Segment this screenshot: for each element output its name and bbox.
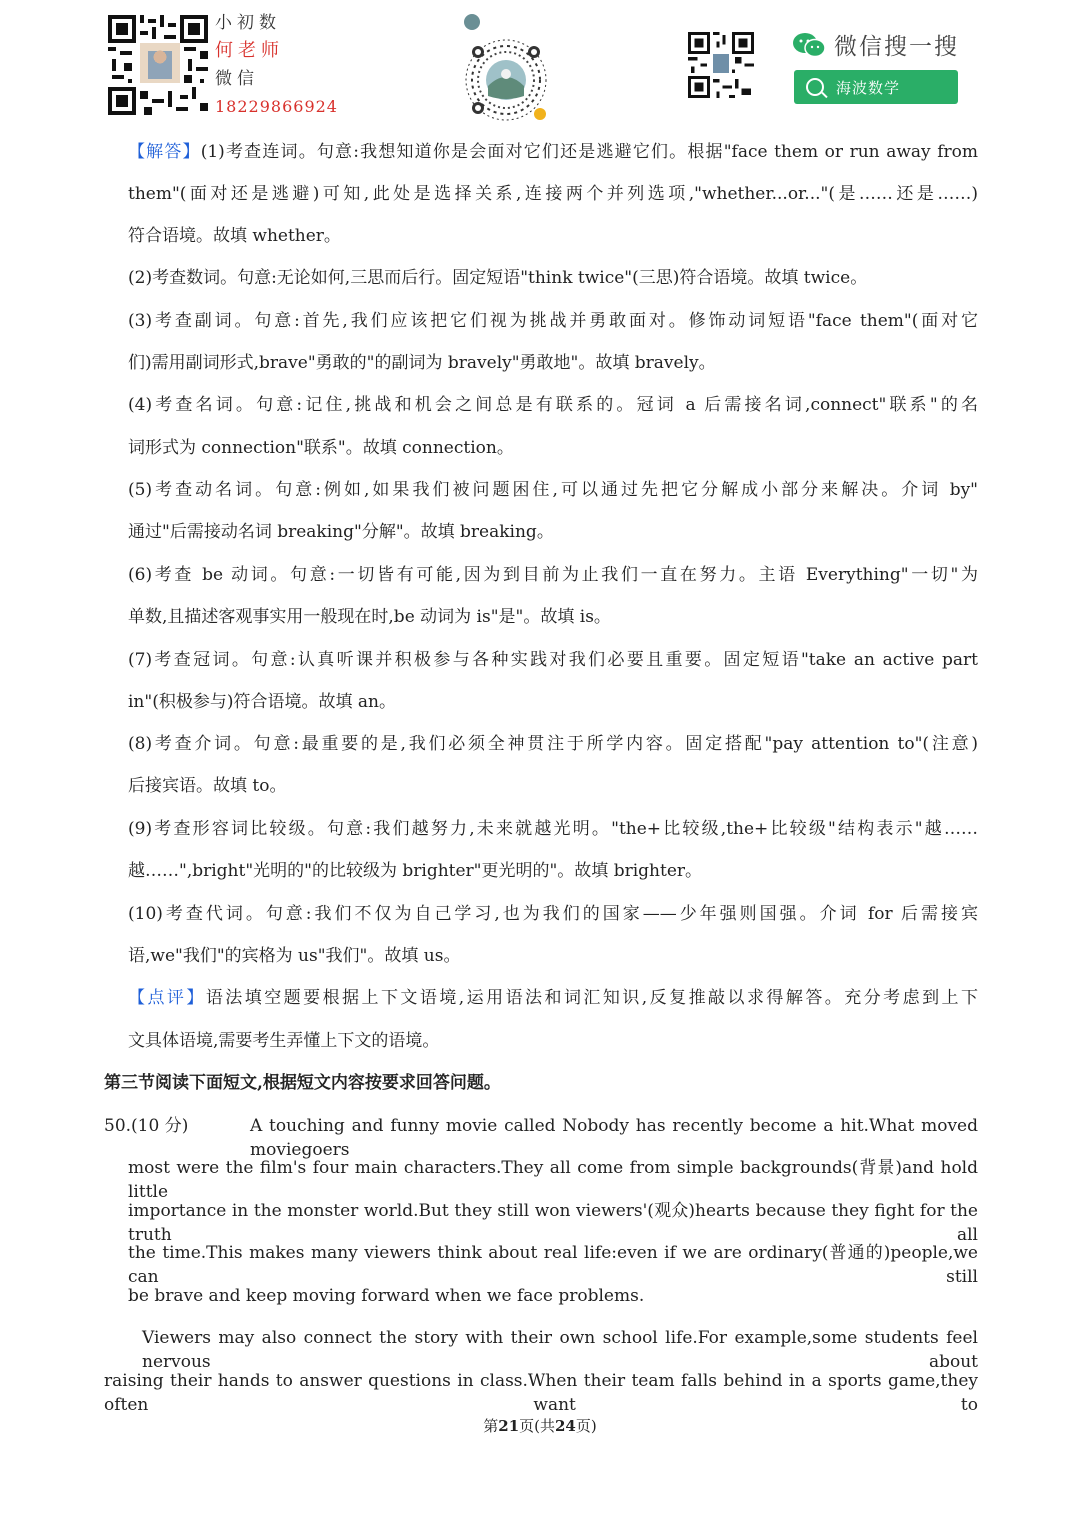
text-line xyxy=(128,140,978,164)
question-text-line: the time.This makes many viewers think about real life:even if we are ordinary(普通的)people,we can still xyxy=(128,1243,978,1287)
text-line: 后接宾语。故填 to。 xyxy=(128,776,287,796)
text-line: 词形式为 connection"联系"。故填 connection。 xyxy=(128,438,514,458)
question-text-line: be brave and keep moving forward when we face problems. xyxy=(128,1286,645,1306)
question-text-line: raising their hands to answer questions in class.When their team falls behind in a sports game,they often want to xyxy=(104,1371,978,1415)
text-span: 语法填空题要根据上下文语境,运用语法和词汇知识,反复推敲以求得解答。充分考虑到上下 xyxy=(205,988,979,1008)
text-line: in"(积极参与)符合语境。故填 an。 xyxy=(128,692,396,712)
text-line: (6)考查 be 动词。句意:一切皆有可能,因为到目前为止我们一直在努力。主语 Everything"一切"为 xyxy=(128,565,978,585)
search-icon xyxy=(806,78,824,96)
question-text-line: A touching and funny movie called Nobody has recently become a hit.What moved moviegoers xyxy=(250,1116,978,1160)
text-line: 符合语境。故填 whether。 xyxy=(128,226,341,246)
text-line: 通过"后需接动名词 breaking"分解"。故填 breaking。 xyxy=(128,522,554,542)
text-line: (8)考查介词。句意:最重要的是,我们必须全神贯注于所学内容。固定搭配"pay attention to"(注意) xyxy=(128,734,978,754)
footer-prefix: 第 xyxy=(483,1417,499,1435)
text-line: (4)考查名词。句意:记住,挑战和机会之间总是有联系的。冠词 a 后需接名词,connect"联系"的名 xyxy=(128,395,978,415)
wechat-search-bar[interactable] xyxy=(794,70,958,104)
contact-line-3: 微信 xyxy=(215,69,259,89)
question-number: 50.(10 分) xyxy=(104,1116,189,1136)
contact-name: 何老师 xyxy=(215,40,284,61)
qr-code-image xyxy=(108,15,208,115)
mini-program-logo xyxy=(464,14,480,30)
question-text-line: Viewers may also connect the story with their own school life.For example,some students feel nervous about xyxy=(142,1328,978,1372)
contact-phone: 18229866924 xyxy=(215,97,338,116)
text-line: (10)考查代词。句意:我们不仅为自己学习,也为我们的国家——少年强则国强。介词 for 后需接宾 xyxy=(128,904,978,924)
current-page-number: 21 xyxy=(498,1417,520,1435)
wechat-search-query: 海波数学 xyxy=(836,78,901,97)
section-heading: 第三节阅读下面短文,根据短文内容按要求回答问题。 xyxy=(104,1073,501,1093)
answer-tag: 【解答】 xyxy=(128,142,201,162)
text-line: 文具体语境,需要考生弄懂上下文的语境。 xyxy=(128,1031,440,1051)
question-text-line: most were the film's four main characters.They all come from simple backgrounds(背景)and hold little xyxy=(128,1158,978,1202)
comment-tag: 【点评】 xyxy=(128,988,206,1008)
wechat-search-title xyxy=(792,28,959,61)
total-pages: 24 xyxy=(555,1417,576,1435)
wechat-icon xyxy=(792,31,826,59)
text-line: 语,we"我们"的宾格为 us"我们"。故填 us。 xyxy=(128,946,461,966)
text-line: them"(面对还是逃避)可知,此处是选择关系,连接两个并列选项,"whether...or..."(是……还是……) xyxy=(128,184,978,204)
text-line: (5)考查动名词。句意:例如,如果我们被问题困住,可以通过先把它分解成小部分来解决。介词 by" xyxy=(128,480,978,500)
footer-middle: 页(共 xyxy=(519,1417,555,1435)
footer-suffix: 页) xyxy=(575,1417,597,1435)
question-text-line: importance in the monster world.But they still won viewers'(观众)hearts because they fight for the truth all xyxy=(128,1201,978,1245)
page-footer xyxy=(0,1415,1080,1436)
text-line xyxy=(128,986,978,1010)
wechat-search-label: 微信搜一搜 xyxy=(834,34,959,60)
contact-line-1: 小初数 xyxy=(215,13,281,33)
mini-program-header xyxy=(464,12,486,32)
mini-program-code xyxy=(458,10,558,122)
page-header xyxy=(0,0,1080,125)
text-span: (1)考查连词。句意:我想知道你是会面对它们还是逃避它们。根据"face them or run away from xyxy=(200,142,978,162)
text-line: 越……",bright"光明的"的比较级为 brighter"更光明的"。故填 brighter。 xyxy=(128,861,703,881)
text-line: 单数,且描述客观事实用一般现在时,be 动词为 is"是"。故填 is。 xyxy=(128,607,611,627)
text-line: (2)考查数词。句意:无论如何,三思而后行。固定短语"think twice"(三思)符合语境。故填 twice。 xyxy=(128,268,868,288)
mini-program-code-icon xyxy=(464,38,548,122)
text-line: (7)考查冠词。句意:认真听课并积极参与各种实践对我们必要且重要。固定短语"take an active part xyxy=(128,650,978,670)
text-line: (3)考查副词。句意:首先,我们应该把它们视为挑战并勇敢面对。修饰动词短语"face them"(面对它 xyxy=(128,311,978,331)
qr-code-small xyxy=(688,32,754,98)
contact-info xyxy=(215,12,338,118)
text-line: (9)考查形容词比较级。句意:我们越努力,未来就越光明。"the+比较级,the+比较级"结构表示"越…… xyxy=(128,819,978,839)
text-line: 们)需用副词形式,brave"勇敢的"的副词为 bravely"勇敢地"。故填 bravely。 xyxy=(128,353,716,373)
